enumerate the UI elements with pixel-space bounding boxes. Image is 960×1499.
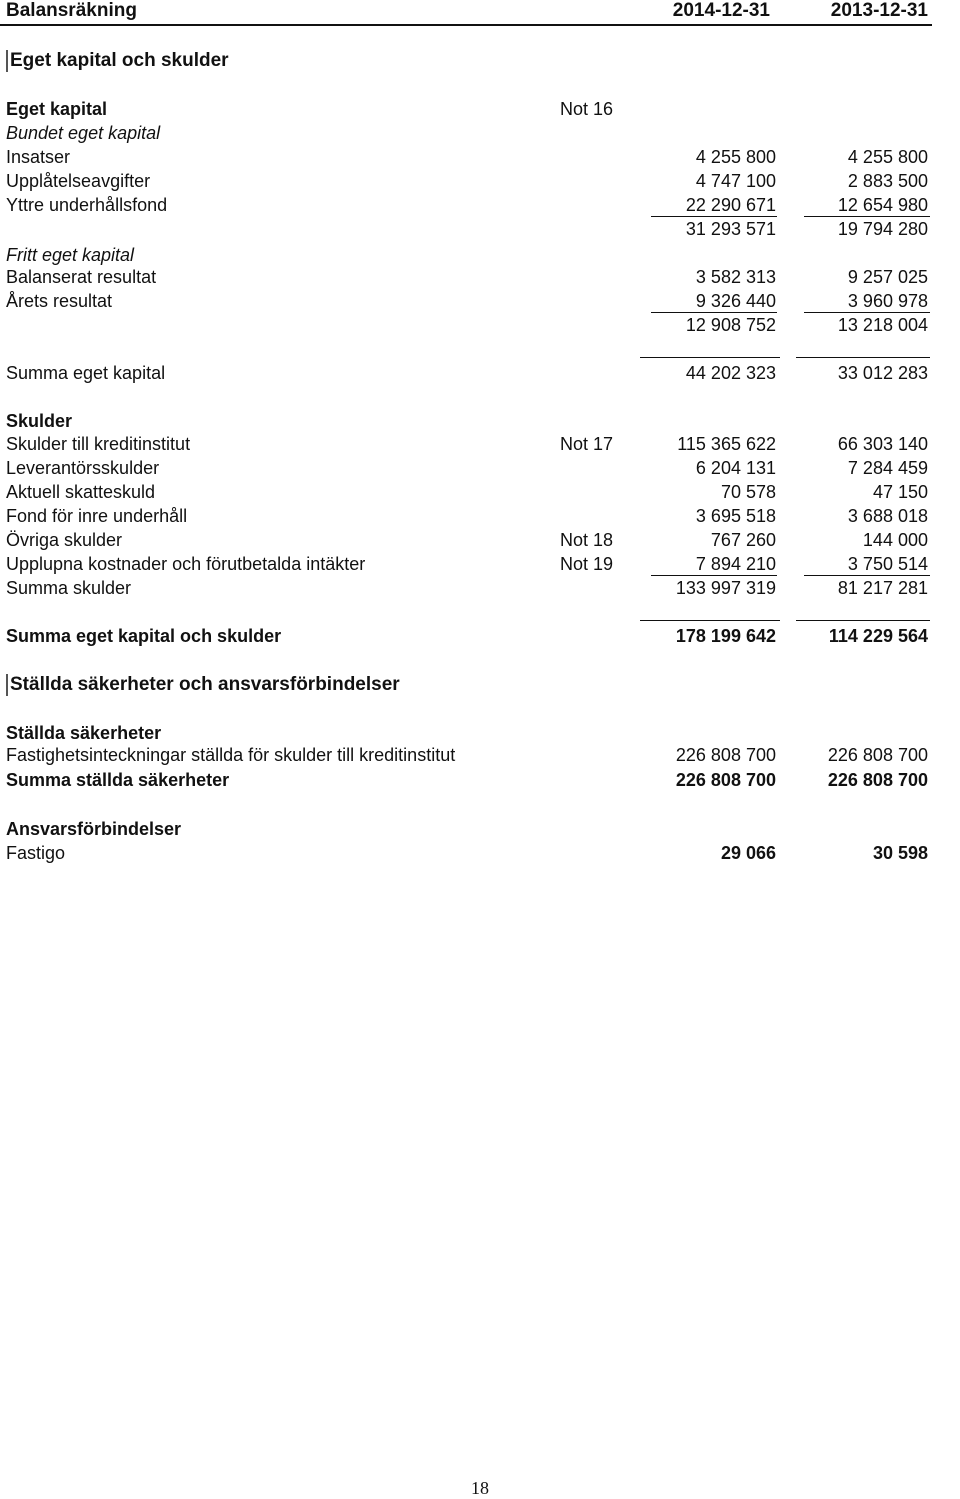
page-title: Balansräkning xyxy=(6,0,137,21)
row-label: Ansvarsförbindelser xyxy=(6,819,182,839)
value-2014: 133 997 319 xyxy=(675,578,776,598)
row-label: Fritt eget kapital xyxy=(6,245,135,265)
table-row xyxy=(0,193,932,217)
value-2013: 144 000 xyxy=(862,530,928,550)
value-2014: 115 365 622 xyxy=(677,434,776,454)
table-row xyxy=(0,480,932,504)
value-2014: 767 260 xyxy=(710,530,776,550)
value-2013: 4 255 800 xyxy=(847,147,928,167)
value-2013: 13 218 004 xyxy=(837,315,928,335)
value-2014: 29 066 xyxy=(720,843,776,863)
overline-2014 xyxy=(640,620,780,621)
section-heading-equity: Eget kapital och skulder xyxy=(6,50,229,72)
table-row xyxy=(0,721,932,745)
table-row xyxy=(0,743,932,767)
table-row xyxy=(0,768,932,792)
value-2014: 31 293 571 xyxy=(685,219,776,239)
table-header xyxy=(0,0,932,26)
row-label: Upplåtelseavgifter xyxy=(6,171,151,191)
row-label: Eget kapital xyxy=(6,99,108,119)
table-row xyxy=(0,528,932,552)
row-label: Summa eget kapital och skulder xyxy=(6,626,282,646)
value-2013: 7 284 459 xyxy=(847,458,928,478)
value-2014: 226 808 700 xyxy=(675,770,776,790)
table-row xyxy=(0,217,932,241)
row-label: Insatser xyxy=(6,147,71,167)
table-row xyxy=(0,817,932,841)
value-2013: 3 750 514 xyxy=(847,554,928,574)
row-label: Summa ställda säkerheter xyxy=(6,770,230,790)
row-label: Fastigo xyxy=(6,843,66,863)
value-2014: 70 578 xyxy=(720,482,776,502)
value-2013: 19 794 280 xyxy=(837,219,928,239)
overline-2013 xyxy=(796,620,930,621)
row-label: Upplupna kostnader och förutbetalda intäkter xyxy=(6,554,366,574)
value-2014: 9 326 440 xyxy=(695,291,776,311)
row-note: Not 16 xyxy=(560,99,614,119)
table-row xyxy=(0,265,932,289)
value-2013: 2 883 500 xyxy=(847,171,928,191)
value-2013: 81 217 281 xyxy=(837,578,928,598)
row-label: Ställda säkerheter xyxy=(6,723,162,743)
overline-2014 xyxy=(640,357,780,358)
value-2013: 226 808 700 xyxy=(827,745,928,765)
value-2013: 226 808 700 xyxy=(827,770,928,790)
value-2014: 22 290 671 xyxy=(685,195,776,215)
value-2013: 9 257 025 xyxy=(847,267,928,287)
row-label: Årets resultat xyxy=(6,291,113,311)
row-label: Fastighetsinteckningar ställda för skulder till kreditinstitut xyxy=(6,745,456,765)
value-2014: 6 204 131 xyxy=(695,458,776,478)
row-label: Yttre underhållsfond xyxy=(6,195,168,215)
value-2013: 3 960 978 xyxy=(847,291,928,311)
row-label: Skulder till kreditinstitut xyxy=(6,434,191,454)
row-label: Leverantörsskulder xyxy=(6,458,160,478)
table-row xyxy=(0,456,932,480)
table-row xyxy=(0,145,932,169)
table-row xyxy=(0,624,932,648)
row-label: Summa eget kapital xyxy=(6,363,166,383)
value-2014: 4 255 800 xyxy=(695,147,776,167)
overline-2013 xyxy=(796,357,930,358)
table-row xyxy=(0,169,932,193)
table-row xyxy=(0,841,932,865)
table-row xyxy=(0,243,932,267)
section-heading-pledged: Ställda säkerheter och ansvarsförbindelser xyxy=(6,674,400,696)
table-row xyxy=(0,121,932,145)
row-label: Aktuell skatteskuld xyxy=(6,482,156,502)
value-2013: 33 012 283 xyxy=(837,363,928,383)
value-2013: 12 654 980 xyxy=(837,195,928,215)
table-row xyxy=(0,289,932,313)
table-row xyxy=(0,313,932,337)
value-2013: 30 598 xyxy=(872,843,928,863)
page-number: 18 xyxy=(471,1478,489,1498)
row-label: Övriga skulder xyxy=(6,530,123,550)
row-note: Not 17 xyxy=(560,434,614,454)
value-2014: 178 199 642 xyxy=(675,626,776,646)
value-2013: 47 150 xyxy=(872,482,928,502)
row-label: Summa skulder xyxy=(6,578,132,598)
table-row xyxy=(0,504,932,528)
value-2014: 12 908 752 xyxy=(685,315,776,335)
table-row xyxy=(0,97,932,121)
value-2013: 66 303 140 xyxy=(837,434,928,454)
row-label: Balanserat resultat xyxy=(6,267,157,287)
row-label: Skulder xyxy=(6,411,73,431)
row-note: Not 18 xyxy=(560,530,614,550)
row-label: Fond för inre underhåll xyxy=(6,506,188,526)
value-2014: 226 808 700 xyxy=(675,745,776,765)
column-date-2013: 2013-12-31 xyxy=(830,0,928,21)
table-row xyxy=(0,576,932,600)
value-2013: 114 229 564 xyxy=(828,626,928,646)
value-2014: 3 695 518 xyxy=(695,506,776,526)
table-row xyxy=(0,361,932,385)
column-date-2014: 2014-12-31 xyxy=(672,0,770,21)
table-row xyxy=(0,432,932,456)
row-note: Not 19 xyxy=(560,554,614,574)
value-2013: 3 688 018 xyxy=(847,506,928,526)
value-2014: 7 894 210 xyxy=(695,554,776,574)
table-row xyxy=(0,552,932,576)
value-2014: 4 747 100 xyxy=(695,171,776,191)
row-label: Bundet eget kapital xyxy=(6,123,161,143)
table-row xyxy=(0,409,932,433)
value-2014: 3 582 313 xyxy=(695,267,776,287)
value-2014: 44 202 323 xyxy=(685,363,776,383)
